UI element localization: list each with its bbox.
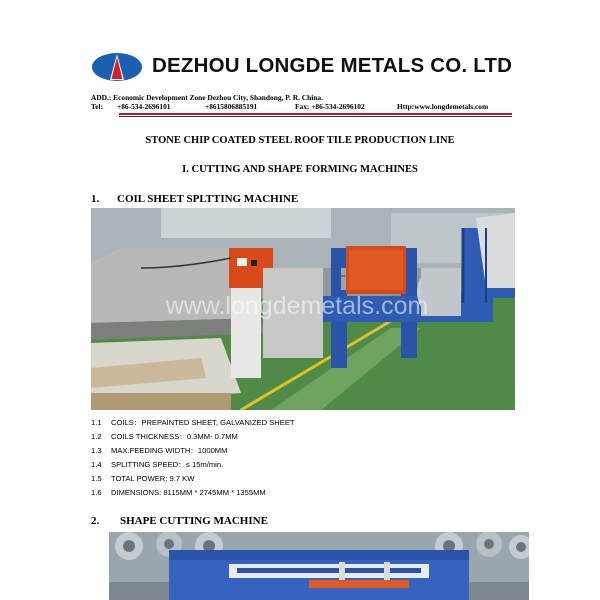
spec-number: 1.1: [91, 418, 102, 427]
document-title: STONE CHIP COATED STEEL ROOF TILE PRODUCTION LINE: [145, 135, 455, 146]
shape-cutting-machine-photo: [109, 532, 529, 600]
spec-number: 1.6: [91, 488, 102, 497]
spec-item: [91, 486, 295, 500]
header-rule-red: [119, 113, 512, 115]
section-title: I. CUTTING AND SHAPE FORMING MACHINES: [182, 164, 418, 175]
spec-text: COILS：PREPAINTED SHEET, GALVANIZED SHEET: [111, 418, 295, 427]
spec-item: [91, 444, 295, 458]
section-2-number: 2.: [91, 515, 100, 527]
fax-number: Fax: +86-534-2696102: [295, 102, 365, 111]
spec-item: [91, 458, 295, 472]
section-1-title: COIL SHEET SPLTTING MACHINE: [117, 193, 299, 205]
spec-list: [91, 416, 295, 500]
company-name: DEZHOU LONGDE METALS CO. LTD: [152, 54, 513, 77]
section-1-number: 1.: [91, 193, 100, 205]
spec-number: 1.5: [91, 474, 102, 483]
spec-text: MAX.FEEDING WIDTH：1000MM: [111, 446, 228, 455]
coil-splitting-machine-photo: [91, 208, 515, 410]
tel-label: Tel:: [91, 102, 104, 111]
spec-text: SPLITTING SPEED：≤ 15m/min.: [111, 460, 224, 469]
spec-number: 1.2: [91, 432, 102, 441]
section-1-heading: [91, 193, 298, 205]
section-2-title: SHAPE CUTTING MACHINE: [120, 515, 268, 527]
spec-text: COILS THICKNESS：0.3MM- 0.7MM: [111, 432, 238, 441]
section-2-heading: [91, 515, 268, 527]
website-link[interactable]: Http:www.longdemetals.com: [397, 102, 489, 111]
spec-number: 1.4: [91, 460, 102, 469]
spec-item: [91, 472, 295, 486]
spec-text: TOTAL POWER: 9.7 KW: [111, 474, 195, 483]
tel-number-1: +86-534-2696101: [117, 102, 171, 111]
spec-item: [91, 416, 295, 430]
company-logo: [91, 52, 143, 82]
contact-line: [91, 102, 488, 111]
tel-number-2: +8615806885191: [205, 102, 258, 111]
header-rule-dark: [119, 116, 512, 117]
spec-number: 1.3: [91, 446, 102, 455]
spec-item: [91, 430, 295, 444]
company-address: ADD.: Economic Development Zone Dezhou City, Shandong, P. R. China.: [91, 93, 323, 102]
watermark-text: www.longdemetals.com: [165, 292, 429, 320]
spec-text: DIMENSIONS: 8115MM * 2745MM * 1355MM: [111, 488, 266, 497]
